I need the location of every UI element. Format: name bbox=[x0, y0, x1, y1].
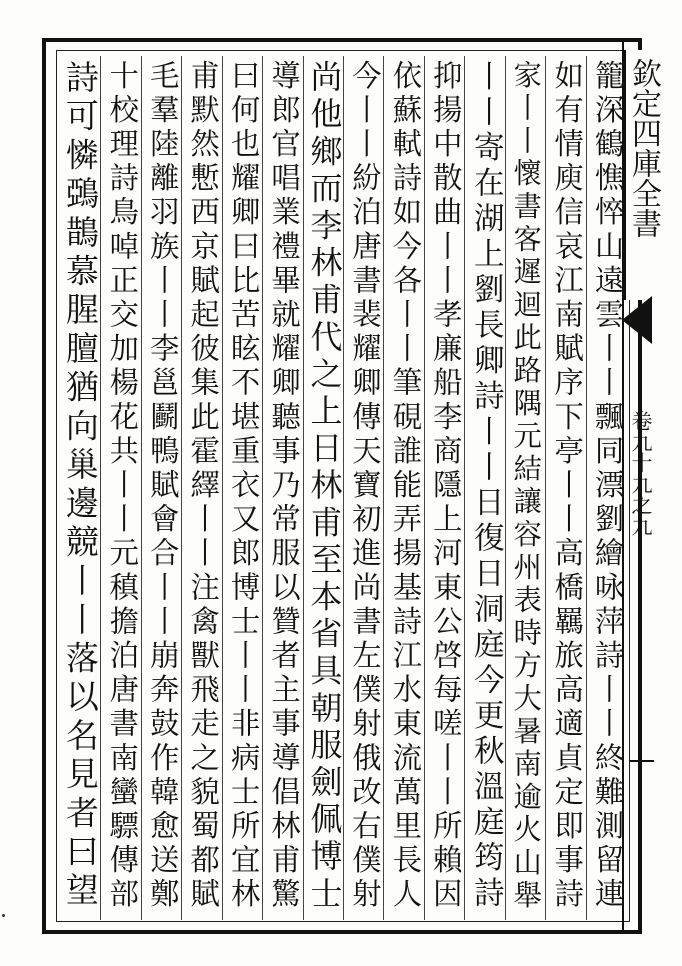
column-text: 詩可憐鵶鵲慕腥膻猶向巢邊競丨丨落以名見者曰望 bbox=[60, 60, 100, 912]
column-text: 依蘇軾詩如今各丨丨筆硯誰能弄揚基詩江水東流萬里長人 bbox=[388, 60, 423, 913]
column-text: 導郎官唱業禮畢就耀卿聽事乃常服以贊者主事導倡林甫驚 bbox=[267, 60, 302, 913]
margin-dot bbox=[2, 914, 5, 917]
column-text: 尚他鄉而李林甫代之上日林甫至本省具朝服劍佩博士 bbox=[305, 60, 344, 914]
text-column bbox=[141, 56, 181, 920]
page-marker bbox=[630, 760, 654, 762]
column-text: 如有情庾信哀江南賦序下亭丨丨高橋羈旅高適貞定即事詩 bbox=[550, 60, 585, 913]
text-column bbox=[545, 56, 585, 920]
column-text: 籠深鶴憔悴山遠雲丨丨飄同漂劉繪咏萍詩丨丨終難測留連 bbox=[590, 60, 625, 913]
text-column bbox=[424, 56, 464, 920]
column-text: 毛羣陸離羽族丨丨李邕鬬鴨賦會合丨丨崩奔鼓作韓愈送鄭 bbox=[145, 60, 180, 913]
column-text: 抑揚中散曲丨丨孝廉船李商隱上河東公啓每嗟丨丨所賴因 bbox=[428, 60, 463, 913]
text-column bbox=[100, 56, 140, 920]
column-text: 十校理詩鳥啅正交加楊花共丨丨元稹擔泊唐書南蠻驃傳部 bbox=[105, 60, 140, 913]
column-text: 丨丨寄在湖上劉長卿詩丨丨日復日洞庭今更秋溫庭筠詩 bbox=[468, 60, 504, 912]
text-column bbox=[586, 56, 626, 920]
text-column bbox=[505, 56, 545, 920]
text-columns bbox=[60, 56, 626, 920]
text-column bbox=[303, 56, 343, 920]
column-text: 家丨丨懷書客遲迴此路隅元結讓容州表時方大暑南逾火山舉 bbox=[509, 60, 543, 913]
column-text: 甫默然慙西京賦起彼集此霍繹丨丨注禽獸飛走之貌蜀都賦 bbox=[186, 60, 221, 913]
text-column bbox=[60, 56, 100, 920]
column-text: 曰何也耀卿曰比苦眩不堪重衣又郎博士丨丨非病士所宜林 bbox=[226, 60, 261, 913]
text-column bbox=[383, 56, 423, 920]
volume-label: 卷九十九之九 bbox=[629, 410, 653, 536]
text-column bbox=[181, 56, 221, 920]
text-column bbox=[343, 56, 383, 920]
book-title: 欽定四庫全書 bbox=[626, 58, 661, 238]
text-column bbox=[262, 56, 302, 920]
text-column bbox=[222, 56, 262, 920]
text-column bbox=[464, 56, 504, 920]
column-text: 今丨丨紛泊唐書裴耀卿傳天寶初進尚書左僕射俄改右僕射 bbox=[347, 60, 382, 913]
